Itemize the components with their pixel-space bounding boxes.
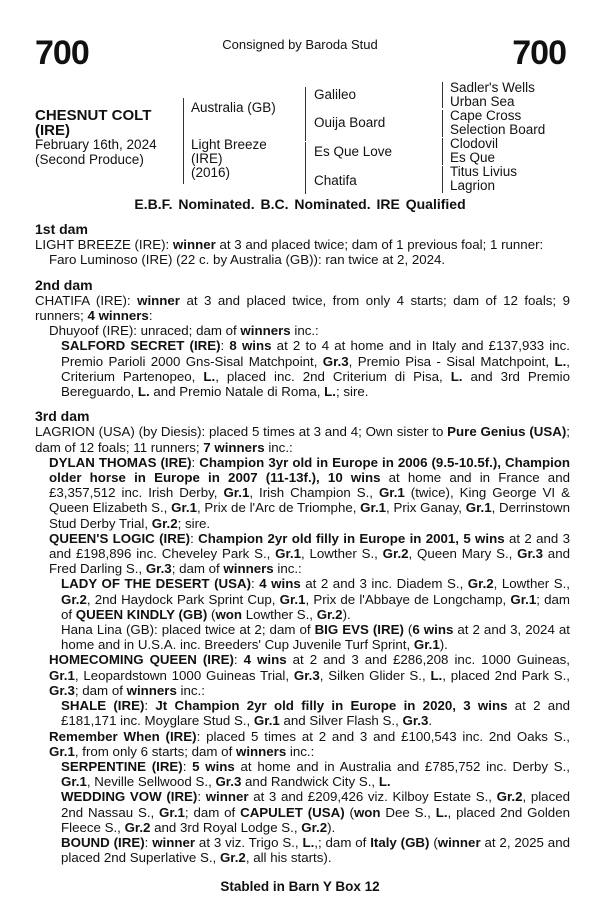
horse-title [35,108,185,138]
horse-info [35,137,157,167]
pedigree-divider-2a [305,87,306,141]
third-dam-text: LAGRION (USA) (by Diesis): placed 5 times at 3 and 4; Own sister to Pure Genius (USA); dam of 12 foals; 11 runners; 7 winners inc.: [35,424,570,455]
gen3-3: Cape Cross [450,108,522,123]
pedigree-divider-1 [183,98,184,184]
pedigree-divider-3a [442,82,443,108]
second-dam-text: CHATIFA (IRE): winner at 3 and placed twice, from only 4 starts; dam of 12 foals; 9 runners; 4 winners: [35,292,570,324]
second-dam-heading: 2nd dam [35,276,93,293]
pedigree-divider-2b [305,142,306,194]
third-dam-produce-4: Hana Lina (GB): placed twice at 2; dam of BIG EVS (IRE) (6 wins at 2 and 3, 2024 at home and in U.S.A. inc. Breeders' Cup Juvenile Turf Sprint, Gr.1). [61,622,570,653]
stabling-info: Stabled in Barn Y Box 12 [220,879,380,894]
pedigree-divider-3c [442,138,443,165]
third-dam-produce-5: HOMECOMING QUEEN (IRE): 4 wins at 2 and 3 and £286,208 inc. 1000 Guineas, Gr.1, Leopardstown 1000 Guineas Trial, Gr.3, Silken Glider S., L., placed 2nd Park S., Gr.3; dam of winners inc.: [49,652,571,698]
third-dam-produce-2: QUEEN'S LOGIC (IRE): Champion 2yr old filly in Europe in 2001, 5 wins at 2 and 3 and £198,896 inc. Cheveley Park S., Gr.1, Lowther S., Gr.2, Queen Mary S., Gr.3 and Fred Darling S., Gr.3; dam of winners inc.: [49,530,570,577]
third-dam-produce-7: Remember When (IRE): placed 5 times at 2 and 3 and £100,543 inc. 2nd Oaks S., Gr.1, from only 6 starts; dam of winners inc.: [49,728,570,759]
first-dam-heading: 1st dam [35,221,88,237]
dam-name: Light Breeze [191,137,267,152]
dam-year: (2016) [191,165,231,180]
nominations: E.B.F. Nominated. B.C. Nominated. IRE Qualified [134,196,466,212]
horse-country: (IRE) [35,122,70,139]
gen3-7: Titus Livius [450,164,518,179]
gen2-dam-dam: Chatifa [314,173,357,188]
third-dam-produce-9: WEDDING VOW (IRE): winner at 3 and £209,426 viz. Kilboy Estate S., Gr.2, placed 2nd Nassau S., Gr.1; dam of CAPULET (USA) (won Dee S., L., placed 2nd Golden Fleece S., Gr.2 and 3rd Royal Lodge S., Gr.2). [61,789,571,835]
dam-block [191,138,267,180]
first-dam-text: LIGHT BREEZE (IRE): winner at 3 and placed twice; dam of 1 previous foal; 1 runner: [35,237,544,253]
catalogue-body [35,222,570,865]
third-dam-produce-6: SHALE (IRE): Jt Champion 2yr old filly in Europe in 2020, 3 wins at 2 and £181,171 inc. Moyglare Stud S., Gr.1 and Silver Flash S., Gr.3. [61,698,570,729]
third-dam-produce-3: LADY OF THE DESERT (USA): 4 wins at 2 and 3 inc. Diadem S., Gr.2, Lowther S., Gr.2, 2nd Haydock Park Sprint Cup, Gr.1, Prix de l'Abbaye de Longchamp, Gr.1; dam of QUEEN KINDLY (GB) (won Lowther S., Gr.2). [61,576,570,622]
pedigree-divider-3d [442,166,443,193]
foaling-date: February 16th, 2024 [35,137,157,152]
third-dam-produce-1: DYLAN THOMAS (IRE): Champion 3yr old in Europe in 2006 (9.5-10.5f.), Champion older horse in Europe in 2007 (11-13f.), 10 wins at home and in France and £3,357,512 inc. Irish Derby, Gr.1, Irish Champion S., Gr.1 (twice), King George VI & Queen Elizabeth S., Gr.1, Prix de l'Arc de Triomphe, Gr.1, Prix Ganay, Gr.1, Derrinstown Stud Derby Trial, Gr.2; sire. [49,454,571,531]
sire: Australia (GB) [191,100,276,115]
pedigree-divider-3b [442,110,443,137]
gen3-list [450,81,545,193]
second-dam-produce-1: Dhuyoof (IRE): unraced; dam of winners inc.: [49,323,319,339]
gen3-2: Urban Sea [450,94,515,109]
dam-country: (IRE) [191,151,223,166]
third-dam-heading: 3rd dam [35,408,90,425]
horse-name: CHESNUT COLT [35,107,152,124]
third-dam-produce-10: BOUND (IRE): winner at 3 viz. Trigo S., L.,; dam of Italy (GB) (winner at 2, 2025 and placed 2nd Superlative S., Gr.2, all his starts). [61,834,570,866]
gen2-sire-sire: Galileo [314,87,357,102]
third-dam-produce-8: SERPENTINE (IRE): 5 wins at home and in Australia and £785,752 inc. Derby S., Gr.1, Neville Sellwood S., Gr.3 and Randwick City S., L. [61,758,570,790]
produce-note: (Second Produce) [35,152,144,167]
gen3-1: Sadler's Wells [450,80,535,95]
first-dam-produce: Faro Luminoso (IRE) (22 c. by Australia (GB)): ran twice at 2, 2024. [49,252,446,268]
gen2-dam-sire: Es Que Love [314,144,393,159]
consignor: Consigned by Baroda Stud [222,37,378,52]
second-dam-produce-2: SALFORD SECRET (IRE): 8 wins at 2 to 4 at home and in Italy and £137,933 inc. Premio Parioli 2000 Gns-Sisal Matchpoint, Gr.3, Premio Pisa - Sisal Matchpoint, L., Criterium Partenopeo, L., placed inc. 2nd Criterium di Pisa, L. and 3rd Premio Bereguardo, L. and Premio Natale di Roma, L.; sire. [61,338,570,400]
gen2-sire-dam: Ouija Board [314,115,386,130]
gen3-8: Lagrion [450,178,496,193]
lot-number-right: 700 [512,34,566,72]
gen3-5: Clodovil [450,136,499,151]
gen3-4: Selection Board [450,122,546,137]
lot-number-left: 700 [35,34,89,72]
gen3-6: Es Que [450,150,496,165]
